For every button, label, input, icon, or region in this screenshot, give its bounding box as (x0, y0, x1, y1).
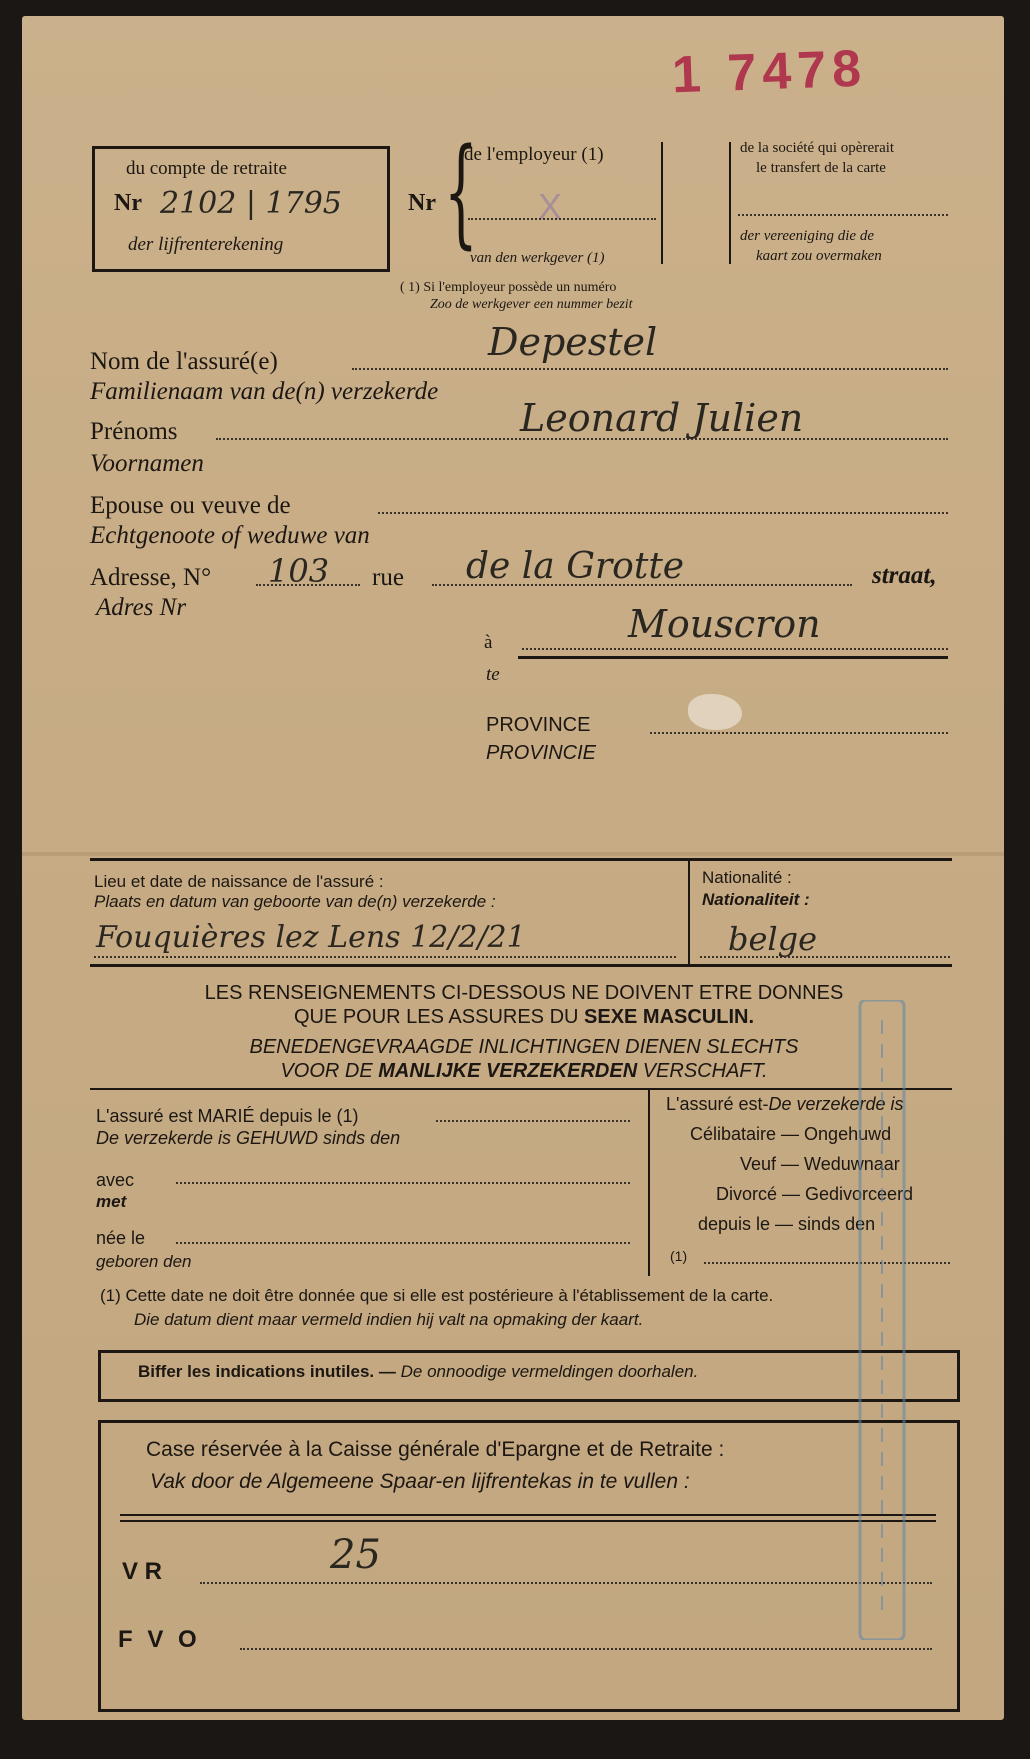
footnote-fr: (1) Cette date ne doit être donnée que si elle est postérieure à l'établissement de la carte. (100, 1286, 774, 1305)
birth-label-nl: Plaats en datum van geboorte van de(n) verzekerde : (94, 892, 496, 911)
vr-label: V R (122, 1558, 163, 1585)
male-heading-rule (90, 1088, 952, 1090)
spouse-label-nl: Echtgenoote of weduwe van (90, 522, 370, 549)
street-value: de la Grotte (466, 546, 685, 587)
status-divorce: Divorcé — Gedivorceerd (716, 1184, 914, 1204)
male-heading-nl-2: VOOR DE MANLIJKE VERZEKERDEN VERSCHAFT. (280, 1060, 768, 1082)
paper-damage (688, 694, 742, 730)
account-no-label: Nr (114, 190, 142, 216)
status-dotline (704, 1262, 950, 1264)
status-head: L'assuré est-De verzekerde is (666, 1094, 904, 1114)
city-value: Mouscron (628, 602, 821, 646)
strike-note: Biffer les indications inutiles. — De onnoodige vermeldingen doorhalen. (138, 1362, 699, 1381)
name-label-fr: Nom de l'assuré(e) (90, 348, 278, 375)
reserved-rule-2 (120, 1520, 936, 1522)
nationality-dotline (700, 956, 950, 958)
employer-dotline (468, 218, 656, 220)
spouse-dotline (378, 512, 948, 514)
firstname-label-fr: Prénoms (90, 418, 178, 445)
address-label-fr: Adresse, N° (90, 564, 212, 591)
married-label-fr: L'assuré est MARIÉ depuis le (1) (96, 1106, 359, 1126)
geboren-den-label: geboren den (96, 1252, 192, 1271)
address-label-nl: Adres Nr (96, 594, 187, 621)
birth-top-rule (90, 858, 952, 861)
status-celibataire: Célibataire — Ongehuwd (690, 1124, 892, 1144)
met-label: met (96, 1192, 127, 1211)
vr-value: 25 (330, 1532, 381, 1578)
nee-le-dotline (176, 1242, 630, 1244)
fvo-label: F V O (118, 1626, 201, 1653)
status-veuf: Veuf — Weduwnaar (740, 1154, 900, 1174)
city-dotline (522, 648, 948, 650)
employer-note-fr: ( 1) Si l'employeur possède un numéro (400, 280, 617, 295)
footnote-nl: Die datum dient maar vermeld indien hij valt na opmaking der kaart. (134, 1310, 644, 1329)
province-label-nl: PROVINCIE (486, 742, 597, 764)
status-depuis: depuis le — sinds den (698, 1214, 876, 1234)
society-fr-1: de la société qui opèrerait (740, 140, 895, 156)
married-dotline (436, 1120, 630, 1122)
society-nl-1: der vereeniging die de (740, 228, 874, 244)
employer-label-fr: de l'employeur (1) (464, 144, 604, 165)
name-label-nl: Familienaam van de(n) verzekerde (90, 378, 439, 405)
spouse-label-fr: Epouse ou veuve de (90, 492, 291, 519)
province-label-fr: PROVINCE (486, 714, 591, 736)
avec-dotline (176, 1182, 630, 1184)
employer-label-nl: van den werkgever (1) (470, 250, 605, 266)
employer-no-label: Nr (408, 190, 436, 216)
address-number: 103 (268, 552, 330, 590)
status-footnote-mark: (1) (670, 1248, 688, 1264)
society-fr-2: le transfert de la carte (756, 160, 886, 176)
nationality-label-nl: Nationaliteit : (702, 890, 810, 909)
stamp-number: 1 7478 (671, 39, 868, 105)
male-heading-nl-1: BENEDENGEVRAAGDE INLICHTINGEN DIENEN SLECHTS (249, 1036, 799, 1058)
male-heading-fr-1: LES RENSEIGNEMENTS CI-DESSOUS NE DOIVENT ETRE DONNES (204, 982, 844, 1004)
avec-label: avec (96, 1170, 135, 1190)
a-label: à (484, 632, 493, 653)
te-label: te (486, 664, 500, 685)
nationality-value: belge (728, 920, 818, 958)
male-heading-fr-2: QUE POUR LES ASSURES DU SEXE MASCULIN. (293, 1006, 755, 1028)
nee-le-label: née le (96, 1228, 146, 1248)
society-nl-2: kaart zou overmaken (756, 248, 882, 264)
birth-dotline (94, 956, 676, 958)
rue-label: rue (372, 564, 404, 591)
province-dotline (650, 732, 948, 734)
account-label-fr: du compte de retraite (126, 158, 287, 179)
vr-dotline (200, 1582, 932, 1584)
married-label-nl: De verzekerde is GEHUWD sinds den (96, 1128, 401, 1148)
birth-label-fr: Lieu et date de naissance de l'assuré : (94, 872, 384, 891)
name-value: Depestel (488, 320, 658, 364)
name-dotline (352, 368, 948, 370)
account-label-nl: der lijfrenterekening (128, 234, 284, 255)
employer-divider-2 (729, 142, 731, 264)
marital-divider (648, 1090, 650, 1276)
birth-value: Fouquières lez Lens 12/2/21 (96, 920, 526, 955)
employer-brace: { (444, 122, 478, 260)
fold-crease (22, 852, 1004, 856)
employer-divider-1 (661, 142, 663, 264)
account-number: 2102 | 1795 (160, 186, 342, 221)
birth-divider (688, 858, 690, 964)
blue-stamp-mark (852, 1000, 912, 1640)
society-dotline (738, 214, 948, 216)
firstname-value: Leonard Julien (520, 396, 804, 440)
reserved-label-nl: Vak door de Algemeene Spaar-en lijfrentekas in te vullen : (150, 1470, 690, 1493)
straat-label: straat, (872, 562, 937, 589)
employer-note-nl: Zoo de werkgever een nummer bezit (430, 297, 633, 312)
fvo-dotline (240, 1648, 932, 1650)
nationality-label-fr: Nationalité : (702, 868, 792, 887)
reserved-box (98, 1420, 960, 1712)
reserved-rule-1 (120, 1514, 936, 1516)
birth-bottom-rule (90, 964, 952, 967)
city-underline (518, 656, 948, 659)
reserved-label-fr: Case réservée à la Caisse générale d'Epargne et de Retraite : (146, 1438, 725, 1461)
employer-value: X (538, 186, 563, 227)
firstname-label-nl: Voornamen (90, 450, 204, 477)
